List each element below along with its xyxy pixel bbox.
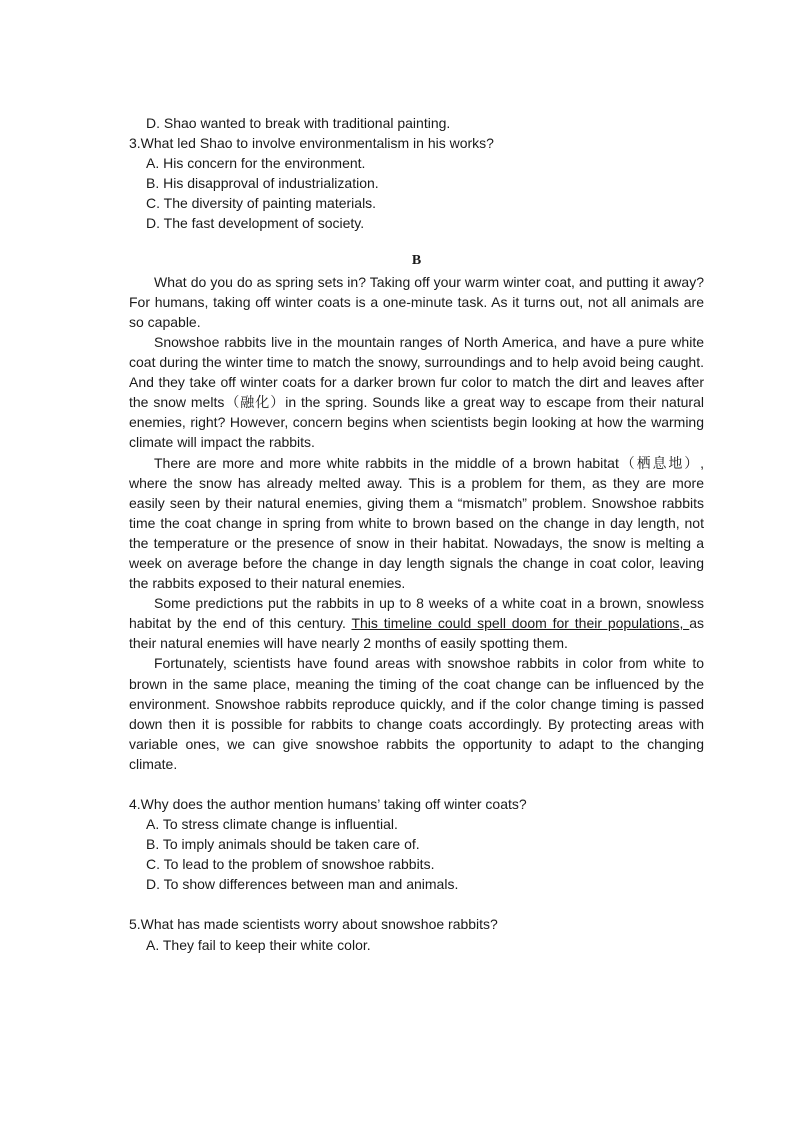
underlined-sentence: This timeline could spell doom for their populations, bbox=[351, 615, 690, 632]
q2-option-d: D. Shao wanted to break with traditional painting. bbox=[146, 115, 451, 131]
q4-option-a: A. To stress climate change is influential. bbox=[146, 816, 398, 833]
document-page bbox=[129, 113, 704, 955]
paragraph-4-start: Some predictions put the rabbits in up to 8 weeks of a white coat in a brown, snowless habitat by the end of this century. bbox=[129, 595, 704, 632]
q3-option-b: B. His disapproval of industrialization. bbox=[146, 175, 379, 192]
passage-paragraph-4 bbox=[129, 593, 704, 653]
q5-option-a: A. They fail to keep their white color. bbox=[146, 936, 371, 953]
passage-paragraph-1: What do you do as spring sets in? Taking off your warm winter coat, and putting it away? For humans, taking off winter coats is a one-minute task. As it turns out, not all animals are so capable. bbox=[129, 273, 704, 330]
q5-question: 5.What has made scientists worry about snowshoe rabbits? bbox=[129, 916, 498, 933]
paragraph-4-end: as their natural enemies will have nearly 2 months of easily spotting them. bbox=[129, 615, 704, 652]
q4-option-d: D. To show differences between man and animals. bbox=[146, 876, 459, 893]
q4-option-b: B. To imply animals should be taken care of. bbox=[146, 836, 420, 853]
q4-option-c: C. To lead to the problem of snowshoe rabbits. bbox=[146, 856, 435, 873]
q3-option-c: C. The diversity of painting materials. bbox=[146, 195, 377, 212]
passage-paragraph-3: There are more and more white rabbits in the middle of a brown habitat（栖息地）, where the snow has already melted away. This is a problem for them, as they are more easily seen by their natural enemies, giving them a “mismatch” problem. Snowshoe rabbits time the coat change in spring from white to brown based on the change in day length, not the temperature or the presence of snow in their habitat. Nowadays, the snow is melting a week on average before the change in day length signals the change in coat color, leaving the rabbits exposed to their natural enemies. bbox=[129, 454, 704, 592]
passage-paragraph-2: Snowshoe rabbits live in the mountain ranges of North America, and have a pure white coat during the winter time to match the snowy, surroundings and to help avoid being caught. And they take off winter coats for a darker brown fur color to match the dirt and leaves after the snow melts（融化）in the spring. Sounds like a great way to escape from their natural enemies, right? However, concern begins when scientists begin looking at how the warming climate will impact the rabbits. bbox=[129, 333, 704, 451]
q4-question: 4.Why does the author mention humans’ taking off winter coats? bbox=[129, 796, 527, 812]
passage-heading: B bbox=[411, 252, 422, 268]
q3-question: 3.What led Shao to involve environmentalism in his works? bbox=[129, 135, 494, 152]
q3-option-d: D. The fast development of society. bbox=[146, 215, 365, 232]
q3-option-a: A. His concern for the environment. bbox=[146, 155, 366, 172]
passage-paragraph-5: Fortunately, scientists have found areas with snowshoe rabbits in color from white to brown in the same place, meaning the timing of the coat change can be influenced by the environment. Snowshoe rabbits reproduce quickly, and if the color change timing is passed down then it is possible for rabbits to change coats accordingly. By protecting areas with variable ones, we can give snowshoe rabbits the opportunity to adapt to the changing climate. bbox=[129, 655, 704, 772]
